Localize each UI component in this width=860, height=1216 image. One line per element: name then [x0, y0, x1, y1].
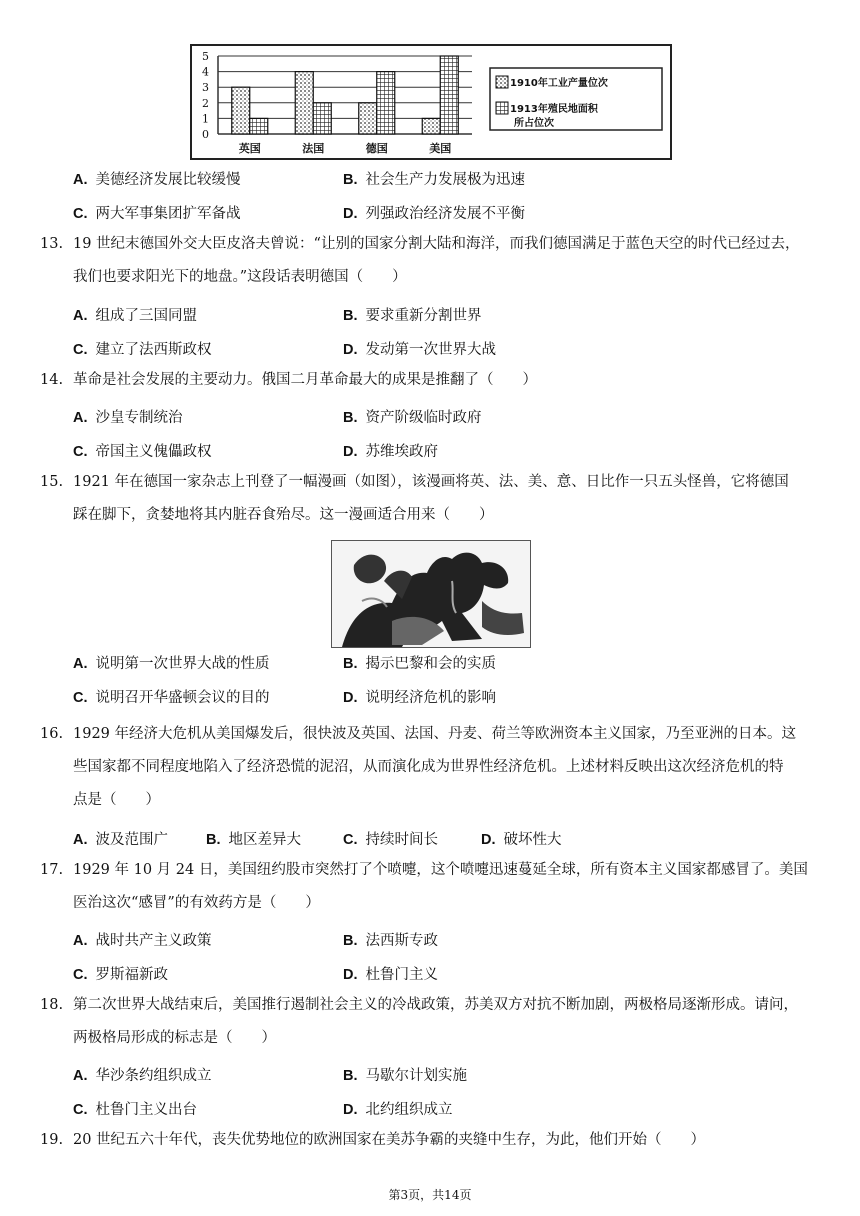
q15-option-d[interactable]: D. 说明经济危机的影响 [343, 690, 496, 706]
q17-option-c[interactable]: C. 罗斯福新政 [73, 967, 168, 983]
q13-option-c[interactable]: C. 建立了法西斯政权 [73, 342, 212, 358]
q15-option-a[interactable]: A. 说明第一次世界大战的性质 [73, 656, 270, 672]
q18-number: 18. [40, 997, 64, 1013]
bar [313, 103, 331, 134]
bar-chart [190, 44, 672, 160]
x-tick-label: 德国 [365, 142, 388, 155]
x-tick-label: 美国 [429, 142, 452, 155]
q14-option-c[interactable]: C. 帝国主义傀儡政权 [73, 444, 212, 460]
q13-number: 13. [40, 236, 64, 252]
q19-number: 19. [40, 1132, 64, 1148]
y-tick-label: 2 [202, 96, 209, 110]
q12-option-b[interactable]: B. 社会生产力发展极为迅速 [343, 172, 525, 188]
q13-option-d[interactable]: D. 发动第一次世界大战 [343, 342, 496, 358]
bar [377, 72, 395, 134]
q12-option-d[interactable]: D. 列强政治经济发展不平衡 [343, 206, 525, 222]
q17-option-d[interactable]: D. 杜鲁门主义 [343, 967, 438, 983]
y-tick-label: 3 [202, 81, 209, 95]
bar-chart-svg [192, 46, 670, 158]
x-tick-label: 英国 [238, 142, 261, 155]
q16-option-c[interactable]: C. 持续时间长 [343, 832, 438, 848]
q16-number: 16. [40, 726, 64, 742]
q15-number: 15. [40, 474, 64, 490]
y-tick-label: 1 [202, 112, 209, 126]
q16-option-d[interactable]: D. 破坏性大 [481, 832, 562, 848]
x-tick-label: 法国 [302, 142, 325, 155]
legend-swatch [496, 76, 508, 88]
q16-stem: 1929 年经济大危机从美国爆发后，很快波及英国、法国、丹麦、荷兰等欧洲资本主义国家，乃至亚洲的日本。这 些国家都不同程度地陷入了经济恐慌的泥沼，从而演化成为世界性经济危机。上述材料反映出这次经济危机的特 点是（ ） [73, 726, 797, 808]
bar [422, 118, 440, 134]
q17-option-a[interactable]: A. 战时共产主义政策 [73, 933, 212, 949]
q15-stem: 1921 年在德国一家杂志上刊登了一幅漫画（如图），该漫画将英、法、美、意、日比作一只五头怪兽，它将德国 踩在脚下，贪婪地将其内脏吞食殆尽。这一漫画适合用来（ ） [73, 474, 789, 523]
q12-option-a[interactable]: A. 美德经济发展比较缓慢 [73, 172, 241, 188]
q17-option-b[interactable]: B. 法西斯专政 [343, 933, 438, 949]
q16-option-b[interactable]: B. 地区差异大 [206, 832, 301, 848]
q17-stem: 1929 年 10 月 24 日，美国纽约股市突然打了个喷嚏，这个喷嚏迅速蔓延全球，所有资本主义国家都感冒了。美国 医治这次“感冒”的有效药方是（ ） [73, 862, 808, 911]
q18-stem: 第二次世界大战结束后，美国推行遏制社会主义的冷战政策，苏美双方对抗不断加剧，两极格局逐渐形成。请问， 两极格局形成的标志是（ ） [73, 997, 798, 1046]
q13-stem: 19 世纪末德国外交大臣皮洛夫曾说：“让别的国家分割大陆和海洋，而我们德国满足于蓝色天空的时代已经过去， 我们也要求阳光下的地盘。”这段话表明德国（ ） [73, 236, 800, 285]
bar [440, 56, 458, 134]
q14-option-b[interactable]: B. 资产阶级临时政府 [343, 410, 482, 426]
q17-number: 17. [40, 862, 64, 878]
y-tick-label: 0 [202, 128, 209, 141]
q13-option-a[interactable]: A. 组成了三国同盟 [73, 308, 197, 324]
q18-option-c[interactable]: C. 杜鲁门主义出台 [73, 1102, 197, 1118]
legend-label: 1913年殖民地面积 [510, 104, 598, 115]
q13-option-b[interactable]: B. 要求重新分割世界 [343, 308, 482, 324]
q15-option-c[interactable]: C. 说明召开华盛顿会议的目的 [73, 690, 270, 706]
y-tick-label: 4 [202, 65, 209, 79]
legend-label: 1910年工业产量位次 [510, 78, 608, 89]
q12-option-c[interactable]: C. 两大军事集团扩军备战 [73, 206, 241, 222]
page-footer: 第3页，共14页 [388, 1188, 472, 1202]
q18-option-b[interactable]: B. 马歇尔计划实施 [343, 1068, 467, 1084]
bar [232, 87, 250, 134]
bar [295, 72, 313, 134]
q14-option-a[interactable]: A. 沙皇专制统治 [73, 410, 183, 426]
legend-swatch [496, 102, 508, 114]
q18-option-a[interactable]: A. 华沙条约组织成立 [73, 1068, 212, 1084]
q16-option-a[interactable]: A. 波及范围广 [73, 832, 168, 848]
q19-stem: 20 世纪五六十年代，丧失优势地位的欧洲国家在美苏争霸的夹缝中生存，为此，他们开始（ ） [73, 1132, 706, 1148]
bar [250, 118, 268, 134]
five-headed-monster-cartoon [331, 540, 531, 648]
q14-number: 14. [40, 372, 64, 388]
q15-option-b[interactable]: B. 揭示巴黎和会的实质 [343, 656, 496, 672]
q14-stem: 革命是社会发展的主要动力。俄国二月革命最大的成果是推翻了（ ） [73, 372, 537, 388]
q18-option-d[interactable]: D. 北约组织成立 [343, 1102, 453, 1118]
q14-option-d[interactable]: D. 苏维埃政府 [343, 444, 438, 460]
y-tick-label: 5 [202, 50, 209, 63]
bar [359, 103, 377, 134]
legend-label-continued: 所占位次 [514, 118, 554, 129]
